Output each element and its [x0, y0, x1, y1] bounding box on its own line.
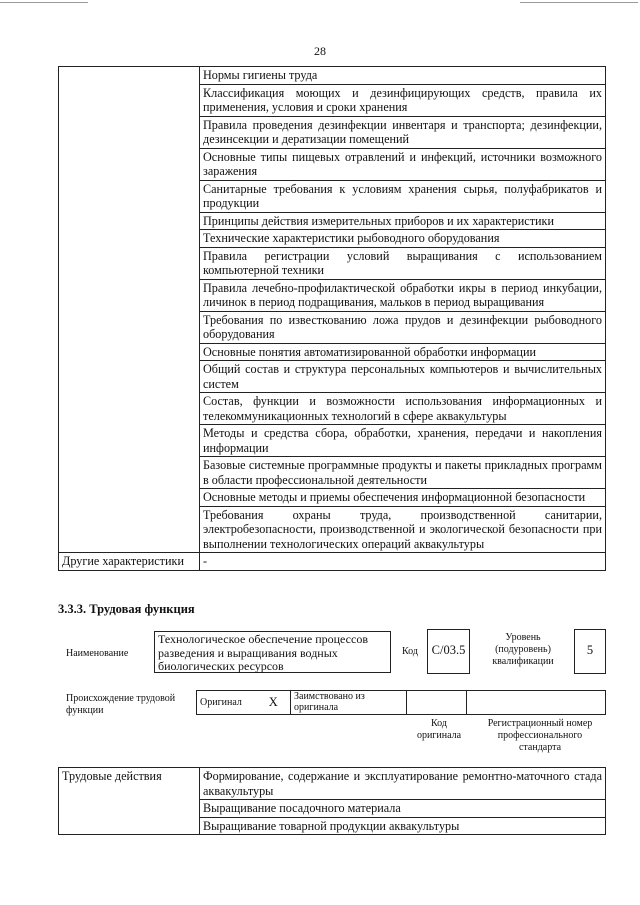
- labor-action-row: [59, 768, 606, 800]
- knowledge-item: Основные типы пищевых отравлений и инфекций, источники возможного заражения: [200, 148, 606, 180]
- original-code-cell: [407, 691, 467, 715]
- code-label: Код: [402, 646, 418, 657]
- other-characteristics-row: [59, 553, 606, 571]
- labor-action-item: Формирование, содержание и эксплуатирование ремонтно-маточного стада аквакультуры: [200, 768, 606, 800]
- borrowed-label: Заимствовано из оригинала: [291, 691, 407, 715]
- original-mark: X: [257, 691, 291, 715]
- knowledge-item: Классификация моющих и дезинфицирующих средств, правила их применения, условия и сроки хранения: [200, 84, 606, 116]
- knowledge-item: Требования охраны труда, производственной санитарии, электробезопасности, производственной и экологической безопасности при выполнении технологических операций аквакультуры: [200, 506, 606, 553]
- name-label: Наименование: [66, 648, 129, 659]
- origin-label: Происхождение трудовой функции: [66, 693, 176, 716]
- other-characteristics-value: -: [200, 553, 606, 571]
- function-name-value: Технологическое обеспечение процессов разведения и выращивания водных биологических ресурсов: [154, 631, 391, 673]
- labor-actions-table: [58, 767, 606, 835]
- level-label: Уровень (подуровень) квалификации: [492, 632, 554, 667]
- function-code-value: С/03.5: [427, 629, 470, 674]
- knowledge-item: Принципы действия измерительных приборов и их характеристики: [200, 212, 606, 230]
- knowledge-item: Общий состав и структура персональных компьютеров и вычислительных систем: [200, 361, 606, 393]
- knowledge-item: Основные понятия автоматизированной обработки информации: [200, 343, 606, 361]
- origin-table: [196, 690, 606, 715]
- knowledge-item: Правила проведения дезинфекции инвентаря и транспорта; дезинфекции, дезинсекции и дератизации помещений: [200, 116, 606, 148]
- knowledge-item: Правила регистрации условий выращивания с использованием компьютерной техники: [200, 247, 606, 279]
- registration-number-cell: [467, 691, 606, 715]
- labor-action-item: Выращивание товарной продукции аквакультуры: [200, 817, 606, 835]
- knowledge-item: Нормы гигиены труда: [200, 67, 606, 85]
- labor-action-item: Выращивание посадочного материала: [200, 800, 606, 818]
- scan-artifact-left: [0, 2, 88, 3]
- knowledge-label-cell: [59, 67, 200, 553]
- code-caption: Код оригинала: [416, 718, 462, 741]
- knowledge-item: Требования по известкованию ложа прудов и дезинфекции рыбоводного оборудования: [200, 311, 606, 343]
- registration-caption: Регистрационный номер профессионального стандарта: [487, 718, 593, 753]
- labor-actions-label: Трудовые действия: [59, 768, 200, 835]
- knowledge-item: Правила лечебно-профилактической обработки икры в период инкубации, личинок в период подращивания, мальков в период выращивания: [200, 279, 606, 311]
- knowledge-row: [59, 67, 606, 85]
- knowledge-item: Санитарные требования к условиям хранения сырья, полуфабрикатов и продукции: [200, 180, 606, 212]
- knowledge-item: Технические характеристики рыбоводного оборудования: [200, 230, 606, 248]
- scan-artifact-right: [520, 2, 638, 3]
- page-number: 28: [314, 44, 326, 58]
- knowledge-table: [58, 66, 606, 571]
- knowledge-item: Методы и средства сбора, обработки, хранения, передачи и накопления информации: [200, 425, 606, 457]
- original-label: Оригинал: [197, 691, 257, 715]
- qualification-level-value: 5: [574, 629, 606, 674]
- other-characteristics-label: Другие характеристики: [59, 553, 200, 571]
- section-title: 3.3.3. Трудовая функция: [58, 602, 195, 616]
- knowledge-item: Базовые системные программные продукты и пакеты прикладных программ в области профессиональной деятельности: [200, 457, 606, 489]
- knowledge-item: Состав, функции и возможности использования информационных и телекоммуникационных технологий в сфере аквакультуры: [200, 393, 606, 425]
- knowledge-item: Основные методы и приемы обеспечения информационной безопасности: [200, 489, 606, 507]
